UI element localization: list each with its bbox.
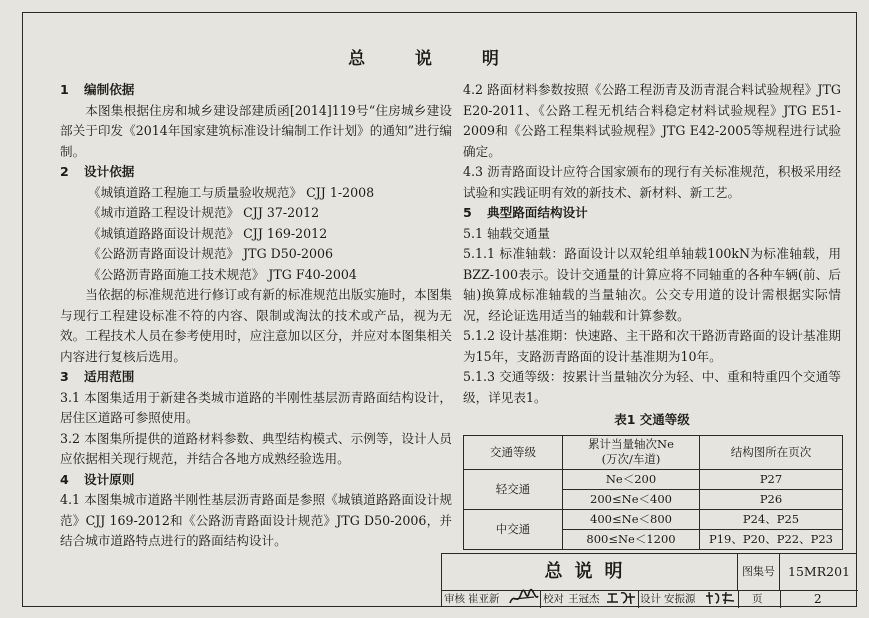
designer-signature <box>704 588 736 608</box>
clause-3-1: 3.1 本图集适用于新建各类城市道路的半刚性基层沥青路面结构设计，居住区道路可参照使用。 <box>60 389 452 425</box>
atlas-number-label: 图集号 <box>738 554 780 590</box>
page-cell: P19、P20、P22、P23 <box>700 529 843 549</box>
table-header-row <box>464 435 843 469</box>
section-5-heading <box>463 203 841 224</box>
clause-5-1-3: 5.1.3 交通等级：按累计当量轴次分为轻、中、重和特重四个交通等级，详见表1。 <box>463 369 841 405</box>
traffic-level-table <box>463 435 843 550</box>
section-number: 1 <box>60 82 69 97</box>
section-number: 2 <box>60 164 69 179</box>
checker-name: 王冠杰 <box>568 593 600 605</box>
section-2-body: 当依据的标准规范进行修订或有新的标准规范出版实施时，本图集与现行工程建设标准不符的内容、限制或淘汰的技术或产品，视为无效。工程技术人员在参考使用时，应注意加以区分，并应对本图集相关内容进行复核后选用。 <box>60 287 452 364</box>
standard-item: 《城镇道路工程施工与质量验收规范》 CJJ 1-2008 <box>88 184 375 200</box>
title-block <box>441 553 857 607</box>
standard-item: 《城市道路工程设计规范》 CJJ 37-2012 <box>88 205 320 220</box>
page-cell: P26 <box>700 489 843 509</box>
design-label: 设计 <box>640 593 661 605</box>
range-cell: Ne＜200 <box>563 469 700 489</box>
range-cell: 200≤Ne＜400 <box>563 489 700 509</box>
standard-item: 《公路沥青路面设计规范》 JTG D50-2006 <box>88 246 334 261</box>
level-cell: 轻交通 <box>464 469 563 509</box>
title-block-title: 总说明 <box>442 554 738 590</box>
section-1-body: 本图集根据住房和城乡建设部建质函[2014]119号“住房城乡建设部关于印发《2014年国家建筑标准设计编制工作计划》的通知”进行编制。 <box>60 102 452 159</box>
page-cell: P24、P25 <box>700 509 843 529</box>
section-title: 设计依据 <box>84 164 135 179</box>
header-cell: 交通等级 <box>464 435 563 469</box>
section-number: 4 <box>60 471 69 487</box>
section-title: 设计原则 <box>84 471 135 487</box>
reviewer-signature <box>508 588 540 608</box>
clause-3-2: 3.2 本图集所提供的道路材料参数、典型结构模式、示例等，设计人员应依据相关现行规范，并结合各地方成熟经验选用。 <box>60 430 452 466</box>
designer-name: 安振源 <box>664 593 696 605</box>
standard-item: 《城镇道路路面设计规范》 CJJ 169-2012 <box>88 225 328 241</box>
page-number: 2 <box>814 592 822 606</box>
section-3-heading <box>60 367 452 388</box>
range-cell: 400≤Ne＜800 <box>563 509 700 529</box>
clause-4-3: 4.3 沥青路面设计应符合国家颁布的现行有关标准规范，积极采用经试验和实践证明有效的新技术、新材料、新工艺。 <box>463 164 841 200</box>
check-label: 校对 <box>543 593 564 605</box>
clause-5-1: 5.1 轴载交通量 <box>463 225 551 241</box>
section-title: 典型路面结构设计 <box>487 205 588 220</box>
title-block-signature-row <box>442 590 858 608</box>
clause-5-1-2: 5.1.2 设计基准期：快速路、主干路和次干路沥青路面的设计基准期为15年，支路沥青路面的设计基准期为10年。 <box>463 328 841 364</box>
page-label: 页 <box>752 593 763 605</box>
range-cell: 800≤Ne＜1200 <box>563 529 700 549</box>
table-row <box>464 509 843 529</box>
section-number: 5 <box>463 205 472 220</box>
atlas-number: 15MR201 <box>788 564 850 579</box>
checker-signature <box>605 588 637 608</box>
standard-item: 《公路沥青路面施工技术规范》 JTG F40-2004 <box>88 266 357 282</box>
table-caption: 表1 交通等级 <box>614 412 690 427</box>
section-1-heading <box>60 80 452 101</box>
header-cell: 累计当量轴次Ne (万次/车道) <box>563 435 700 469</box>
review-label: 审核 <box>444 593 465 605</box>
right-column <box>463 80 841 550</box>
clause-4-2: 4.2 路面材料参数按照《公路工程沥青及沥青混合料试验规程》JTG E20-2011、《公路工程无机结合料稳定材料试验规程》JTG E51-2009和《公路工程集料试验规程》JTG E42-2005等规程进行试验确定。 <box>463 82 841 159</box>
clause-5-1-1: 5.1.1 标准轴载：路面设计以双轮组单轴载100kN为标准轴载，用BZZ-100表示。设计交通量的计算应将不同轴重的各种车辆(前、后轴)换算成标准轴载的当量轴次。公交专用道的设计需根据实际情况，经论证选用适当的轴载和计算参数。 <box>463 246 841 323</box>
left-column <box>60 80 452 552</box>
section-2-heading <box>60 162 452 183</box>
table-row <box>464 469 843 489</box>
clause-4-1: 4.1 本图集城市道路半刚性基层沥青路面是参照《城镇道路路面设计规范》CJJ 169-2012和《公路沥青路面设计规范》JTG D50-2006，并结合城市道路特点进行的路面结构设计。 <box>60 492 452 548</box>
section-number: 3 <box>60 369 69 384</box>
reviewer-name: 崔亚新 <box>468 593 500 605</box>
page-title: 总 说 明 <box>348 49 521 69</box>
header-cell: 结构图所在页次 <box>700 435 843 469</box>
section-4-heading <box>60 470 452 491</box>
section-title: 适用范围 <box>84 369 135 384</box>
page-cell: P27 <box>700 469 843 489</box>
level-cell: 中交通 <box>464 509 563 549</box>
section-title: 编制依据 <box>84 82 135 97</box>
